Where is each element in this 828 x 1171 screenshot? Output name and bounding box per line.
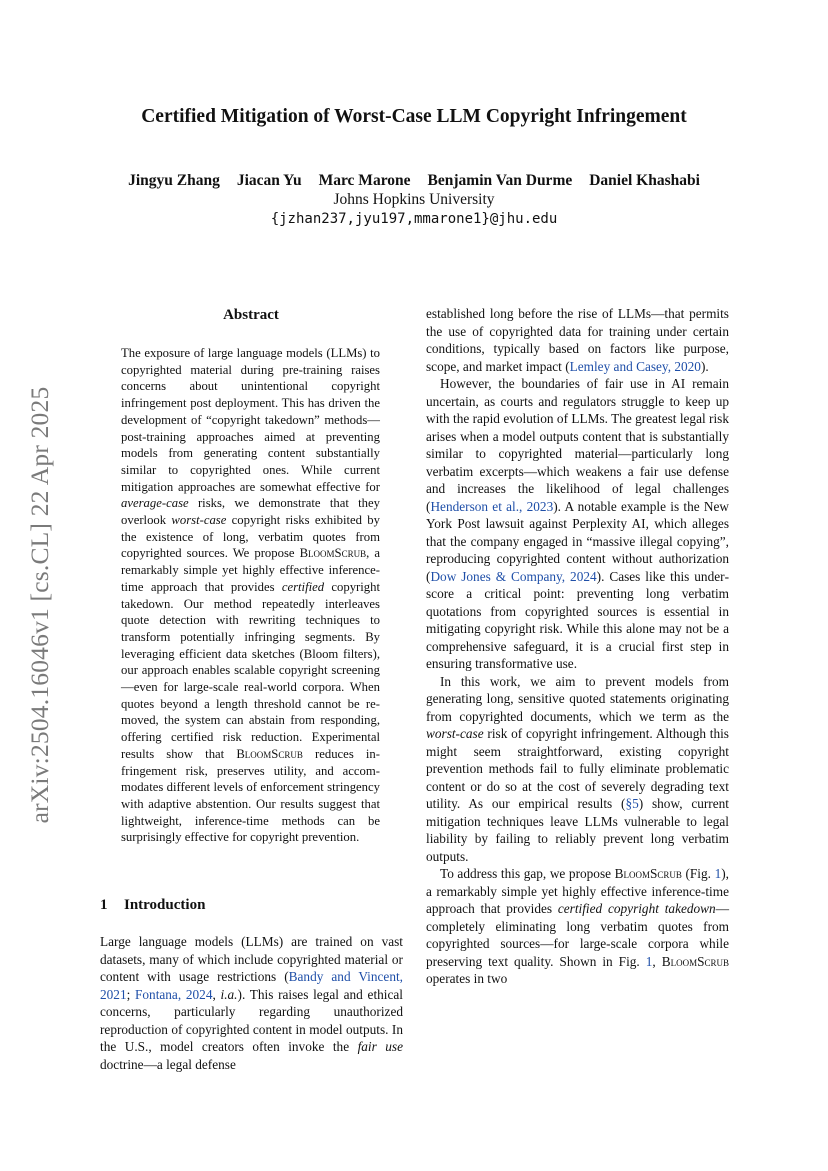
intro-paragraph: established long before the rise of LLMs—that permits the use of copyrighted data for training under certain conditions, typically based on factors like purpose, scope, and market impact (Lemley and Casey, 2020).	[426, 306, 729, 374]
abstract-body	[121, 345, 380, 846]
method-name: BloomScrub	[236, 746, 303, 761]
citation-link[interactable]: Fontana, 2024	[135, 986, 213, 1002]
method-name: BloomScrub	[661, 953, 730, 969]
abstract-heading: Abstract	[223, 307, 279, 323]
abstract-paragraph: The exposure of large language models (LLMs) to copyrighted material during pre-training raises concerns about unintentional copyright infringement post deployment. This has driven the development of “copyright takedown” methods—post-training approaches aimed at preventing models from generating content substantially similar to copyrighted ones. While current mitigation approaches are somewhat effective for average-case risks, we demonstrate that they overlook worst-case copyright risks exhibited by the existence of long, verbatim quotes from copyrighted sources. We propose BloomScrub, a remarkably simple yet highly effective inference-time approach that provides certified copyright takedown. Our method repeatedly interleaves quote detection with rewriting techniques to transform potentially infringing segments. By leveraging efficient data sketches (Bloom filters), our approach enables scalable copyright screening—even for large-scale real-world corpora. When quotes beyond a length threshold cannot be removed, the system can abstain from responding, offering certified risk reduction. Experimental results show that BloomScrub reduces infringement risk, preserves utility, and accommodates different levels of enforcement stringency with adaptive abstention. Our results suggest that lightweight, inference-time methods can be surprisingly effective for copyright prevention.	[121, 346, 380, 845]
citation-link[interactable]: Henderson et al., 2023	[430, 498, 554, 514]
section-heading-introduction	[100, 897, 205, 914]
intro-left-column	[100, 933, 403, 1073]
citation-link[interactable]: Bandy and Vincent, 2021	[100, 969, 403, 1002]
author-affiliation: Johns Hopkins University	[333, 191, 495, 208]
citation-link[interactable]: Lemley and Casey, 2020	[569, 358, 701, 374]
section-title: Introduction	[124, 897, 206, 913]
intro-paragraph: Large language models (LLMs) are trained on vast datasets, many of which include copyrighted material or content with usage restrictions (Bandy and Vincent, 2021; Fontana, 2024, i.a.). This raises legal and ethical concerns, particularly regarding unauthorized reproduction of copyrighted content in model outputs. In the U.S., model creators often invoke the fair use doctrine—a legal defense	[100, 934, 404, 1072]
section-number: 1	[100, 897, 108, 913]
paper-title: Certified Mitigation of Worst-Case LLM Copyright Infringement	[141, 106, 687, 127]
author-name: Benjamin Van Durme	[427, 172, 573, 189]
section-reference-link[interactable]: §5	[625, 796, 639, 811]
intro-paragraph: To address this gap, we propose BloomScrub (Fig. 1), a remarkably simple yet highly effective inference-time approach that provides certified copyright takedown—completely eliminating long verbatim quotes from copyrighted sources—for large-scale corpora while preserving text quality. Shown in Fig. 1, BloomScrub operates in two	[426, 866, 730, 986]
intro-paragraph: However, the boundaries of fair use in AI remain uncertain, as courts and regulators struggle to keep up with the rapid evolution of LLMs. The greatest legal risk arises when a model outputs content that is substantially similar to copyrighted material—particularly long verbatim excerpts—which weakens a fair use defense and increases the likelihood of legal challenges (Henderson et al., 2023). A notable example is the New York Post lawsuit against Perplexity AI, which alleges that the company engaged in “massive illegal copying”, reproducing copyrighted content without authorization (Dow Jones & Company, 2024). Cases like this underscore a critical point: preventing long verbatim quotations from copyrighted sources is essential in mitigating copyright risk. While this alone may not be a comprehensive safeguard, it is a crucial first step in ensuring transformative use.	[426, 376, 729, 671]
arxiv-identifier: arXiv:2504.16046v1 [cs.CL] 22 Apr 2025	[25, 386, 54, 824]
author-email: {jzhan237,jyu197,mmarone1}@jhu.edu	[270, 211, 558, 227]
method-name: BloomScrub	[614, 866, 682, 881]
intro-right-column	[426, 305, 729, 988]
author-name: Daniel Khashabi	[589, 172, 700, 189]
author-name: Jiacan Yu	[236, 172, 302, 189]
figure-reference-link[interactable]: 1	[645, 953, 653, 969]
author-list	[0, 172, 828, 190]
figure-reference-link[interactable]: 1	[714, 866, 722, 881]
author-name: Jingyu Zhang	[128, 172, 220, 189]
author-name: Marc Marone	[318, 172, 411, 189]
citation-link[interactable]: Dow Jones & Company, 2024	[430, 568, 597, 584]
method-name: BloomScrub	[299, 546, 367, 561]
arxiv-sidebar	[22, 365, 58, 845]
intro-paragraph: In this work, we aim to prevent models from generating long, sensitive quoted statements originating from copyrighted documents, which we term as the worst-case risk of copyright infringement. Although this might seem straightforward, existing copyright prevention methods fail to fully eliminate problematic content or do so at the cost of severely degrading text utility. As our empirical results (§5) show, current mitigation techniques leave LLMs vulnerable to legal liability by failing to reliably prevent long verbatim outputs.	[426, 673, 729, 864]
